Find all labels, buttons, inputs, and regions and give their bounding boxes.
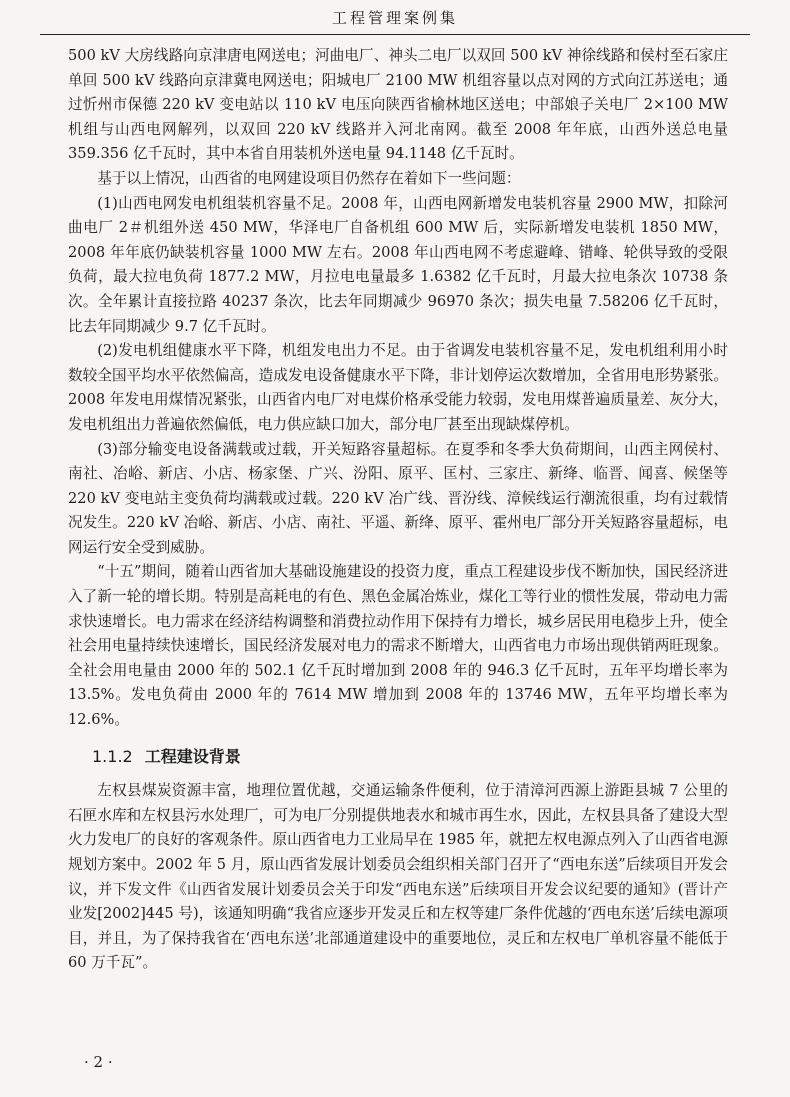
paragraph-continuation: 500 kV 大房线路向京津唐电网送电；河曲电厂、神头二电厂以双回 500 kV 神徐线路和侯村至石家庄单回 500 kV 线路向京津冀电网送电；阳城电厂 2100 MW 机组容量以点对网的方式向江苏送电；通过忻州市保德 220 kV 变电站以 110 kV 电压向陕西省榆林地区送电；中部娘子关电厂 2×100 MW 机组与山西电网解列，以双回 220 kV 线路并入河北南网。截至 2008 年年底，山西外送总电量 359.356 亿千瓦时，其中本省自用装机外送电量 94.1148 亿千瓦时。 [68, 47, 728, 163]
paragraph-background: 左权县煤炭资源丰富，地理位置优越，交通运输条件便利，位于清漳河西源上游距县城 7 公里的石匣水库和左权县污水处理厂，可为电厂分别提供地表水和城市再生水，因此，左权县具备了建设大型火力发电厂的良好的客观条件。原山西省电力工业局早在 1985 年，就把左权电源点列入了山西省电源规划方案中。2002 年 5 月，原山西省发展计划委员会组织相关部门召开了“西电东送”后续项目开发会议，并下发文件《山西省发展计划委员会关于印发“西电东送”后续项目开发会议纪要的通知》(晋计产业发[2002]445 号)，该通知明确“我省应逐步开发灵丘和左权等建厂条件优越的‘西电东送’后续电源项目，并且，为了保持我省在‘西电东送’北部通道建设中的重要地位，灵丘和左权电厂单机容量不能低于 60 万千瓦”。 [68, 782, 728, 972]
body-text [68, 44, 728, 976]
paragraph-problem-1: (1)山西电网发电机组装机容量不足。2008 年，山西电网新增发电装机容量 2900 MW，扣除河曲电厂 2＃机组外送 450 MW，华泽电厂自备机组 600 MW 后，实际新增发电装机 1850 MW，2008 年年底仍缺装机容量 1000 MW 左右。2008 年山西电网不考虑避峰、错峰、轮供导致的受限负荷，最大拉电负荷 1877.2 MW，月拉电电量最多 1.6382 亿千瓦时，月最大拉电条次 10738 条次。全年累计直接拉路 40237 条次，比去年同期减少 96970 条次；损失电量 7.58206 亿千瓦时，比去年同期减少 9.7 亿千瓦时。 [68, 194, 728, 335]
section-title: 工程建设背景 [144, 746, 241, 766]
paragraph-tenth-five-year: “十五”期间，随着山西省加大基础设施建设的投资力度，重点工程建设步伐不断加快，国民经济进入了新一轮的增长期。特别是高耗电的有色、黑色金属冶炼业，煤化工等行业的惯性发展，带动电力需求快速增长。电力需求在经济结构调整和消费拉动作用下保持有力增长，城乡居民用电稳步上升，使全社会用电量持续快速增长，国民经济发展对电力的需求不断增大，山西省电力市场出现供销两旺现象。全社会用电量由 2000 年的 502.1 亿千瓦时增加到 2008 年的 946.3 亿千瓦时，五年平均增长率为 13.5%。发电负荷由 2000 年的 7614 MW 增加到 2008 年的 13746 MW，五年平均增长率为 12.6%。 [68, 563, 728, 729]
paragraph-problem-3: (3)部分输变电设备满载或过载，开关短路容量超标。在夏季和冬季大负荷期间，山西主网侯村、南社、冶峪、新店、小店、杨家堡、广兴、汾阳、原平、匡村、三家庄、新绛、临晋、闻喜、候堡等 220 kV 变电站主变负荷均满载或过载。220 kV 冶广线、晋汾线、漳候线运行潮流很重，均有过载情况发生。220 kV 冶峪、新店、小店、南社、平遥、新绛、原平、霍州电厂部分开关短路容量超标，电网运行安全受到威胁。 [68, 440, 728, 556]
paragraph-intro-problems: 基于以上情况，山西省的电网建设项目仍然存在着如下一些问题： [97, 169, 521, 187]
section-heading [68, 745, 728, 770]
section-number: 1.1.2 [92, 746, 133, 766]
page-number: · 2 · [84, 1053, 113, 1071]
paragraph-problem-2: (2)发电机组健康水平下降，机组发电出力不足。由于省调发电装机容量不足，发电机组利用小时数较全国平均水平依然偏高，造成发电设备健康水平下降，非计划停运次数增加，全省用电形势紧张。2008 年发电用煤情况紧张，山西省内电厂对电煤价格承受能力较弱，发电用煤普遍质量差、灰分大，发电机组出力普遍依然偏低，电力供应缺口加大，部分电厂甚至出现缺煤停机。 [68, 342, 728, 433]
header-title: 工程管理案例集 [331, 9, 458, 27]
running-header [40, 0, 750, 35]
